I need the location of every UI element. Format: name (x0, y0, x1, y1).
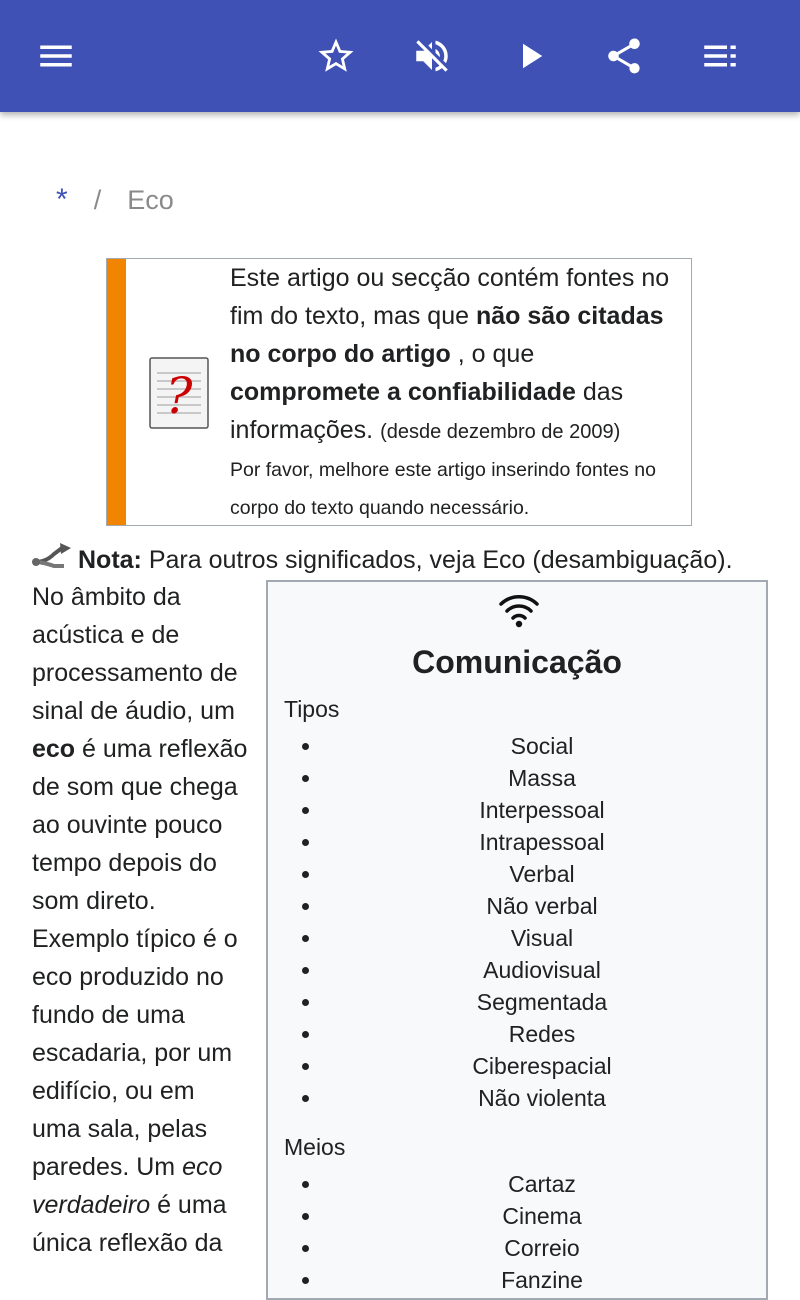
bullet (302, 1277, 309, 1284)
menu-button[interactable] (24, 24, 88, 88)
wifi-icon (498, 592, 540, 628)
meios-list-item[interactable]: Correio (268, 1232, 766, 1264)
play-button[interactable] (498, 24, 562, 88)
breadcrumb-home-link[interactable]: * (56, 183, 68, 216)
bullet (302, 839, 309, 846)
bullet (302, 999, 309, 1006)
tipos-list-item[interactable]: Audiovisual (268, 954, 766, 986)
breadcrumb-current: Eco (127, 184, 174, 215)
tipos-list-item[interactable]: Redes (268, 1018, 766, 1050)
notice-text: Este artigo ou secção contém fontes no fim do texto, mas que não são citadas no corpo do artigo , o que compromete a confiabilidade das informações. (desde dezembro de 2009) Por favor, melhore este artigo inserindo fontes no corpo do texto quando necessário. (230, 259, 690, 527)
tipos-list-item[interactable]: Ciberespacial (268, 1050, 766, 1082)
article-body: No âmbito da acústica e de processamento de sinal de áudio, um eco é uma reflexão de som que chega ao ouvinte pouco tempo depois do som direto. Exemplo típico é o eco produzido no fundo de uma escadaria, por um edifício, ou em uma sala, pelas paredes. Um eco verdadeiro é uma única reflexão da (32, 583, 248, 1257)
bullet (302, 871, 309, 878)
sources-notice-box (106, 258, 692, 526)
playlist-icon (699, 35, 741, 77)
bullet (302, 967, 309, 974)
disambiguation-arrows-icon (32, 542, 72, 570)
infobox-section-tipos: Tipos (284, 696, 340, 722)
breadcrumb-separator: / (93, 184, 102, 215)
meios-list-item[interactable]: Fanzine (268, 1264, 766, 1296)
communication-infobox (266, 580, 768, 1300)
svg-text:?: ? (165, 367, 193, 425)
tipos-list-item[interactable]: Segmentada (268, 986, 766, 1018)
share-icon (603, 35, 645, 77)
notice-accent-bar (107, 259, 126, 525)
mute-button[interactable] (400, 24, 464, 88)
bullet (302, 1031, 309, 1038)
breadcrumb (56, 180, 174, 220)
disambiguation-link[interactable]: Eco (desambiguação) (482, 546, 726, 574)
tipos-list-item[interactable]: Social (268, 730, 766, 762)
menu-icon (35, 35, 77, 77)
infobox-title: Comunicação (412, 644, 622, 680)
disambiguation-hatnote: Nota: Para outros significados, veja Eco (desambiguação). (32, 538, 792, 582)
tipos-list-item[interactable]: Não violenta (268, 1082, 766, 1114)
bullet (302, 935, 309, 942)
tipos-list-item[interactable]: Massa (268, 762, 766, 794)
app-bar (0, 0, 800, 112)
bullet (302, 1245, 309, 1252)
contents-button[interactable] (688, 24, 752, 88)
term-eco: eco (32, 735, 76, 763)
notice-date: (desde dezembro de 2009) (380, 421, 621, 443)
question-document-icon (149, 357, 209, 429)
favorite-button[interactable] (304, 24, 368, 88)
infobox-section-meios: Meios (284, 1134, 346, 1160)
notice-request: Por favor, melhore este artigo inserindo fontes no corpo do texto quando necessário. (230, 459, 656, 519)
bullet (302, 775, 309, 782)
meios-list-item[interactable]: Cartaz (268, 1168, 766, 1200)
tipos-list-item[interactable]: Não verbal (268, 890, 766, 922)
bullet (302, 1095, 309, 1102)
tipos-list-item[interactable]: Intrapessoal (268, 826, 766, 858)
tipos-list-item[interactable]: Visual (268, 922, 766, 954)
meios-list-item[interactable]: Cinema (268, 1200, 766, 1232)
bullet (302, 1063, 309, 1070)
bullet (302, 903, 309, 910)
play-icon (509, 35, 551, 77)
tipos-list (268, 730, 766, 1114)
bullet (302, 1181, 309, 1188)
bullet (302, 1213, 309, 1220)
tipos-list-item[interactable]: Interpessoal (268, 794, 766, 826)
volume-off-icon (411, 35, 453, 77)
star-outline-icon (315, 35, 357, 77)
bullet (302, 743, 309, 750)
meios-list (268, 1168, 766, 1296)
share-button[interactable] (592, 24, 656, 88)
tipos-list-item[interactable]: Verbal (268, 858, 766, 890)
bullet (302, 807, 309, 814)
